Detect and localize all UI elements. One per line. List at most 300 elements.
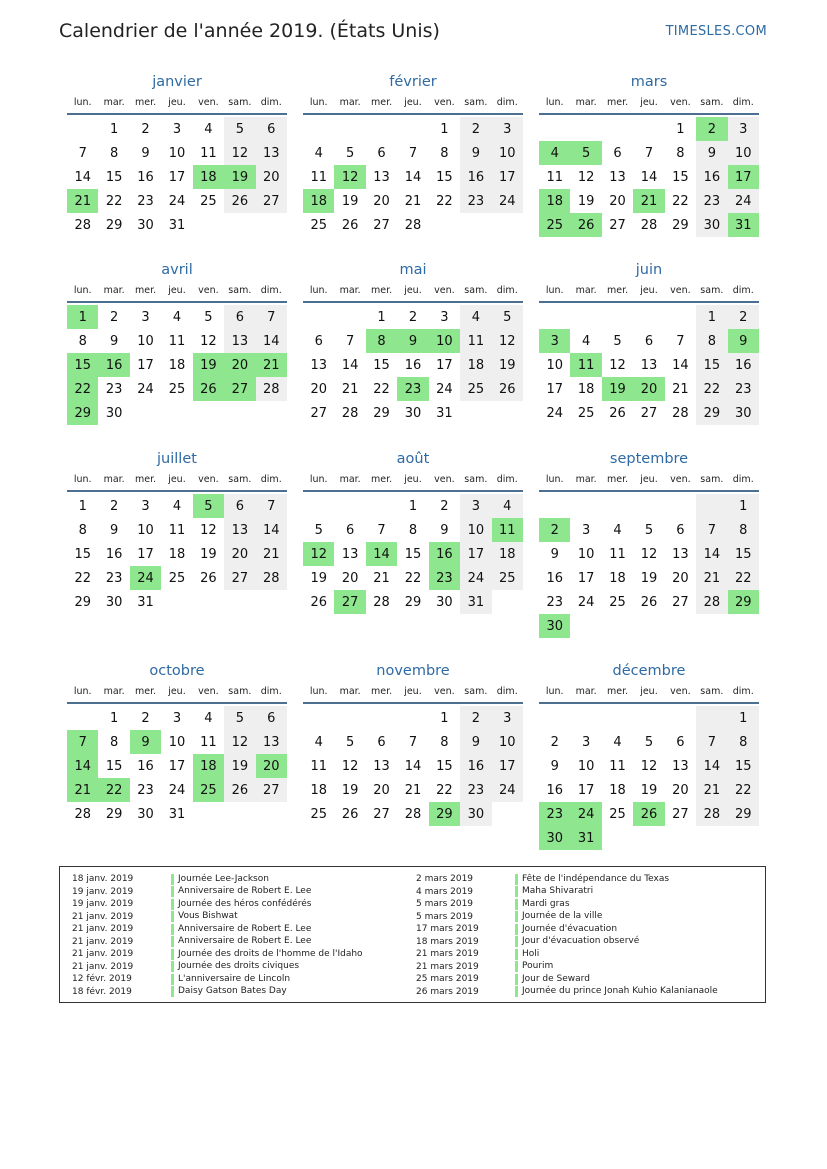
holiday-date: 19 janv. 2019 xyxy=(72,886,134,897)
day-cell: 11 xyxy=(492,518,523,542)
month-name: mai xyxy=(399,262,427,278)
empty-cell xyxy=(665,305,696,329)
day-grid xyxy=(303,117,523,237)
empty-cell xyxy=(728,614,759,638)
holiday-date: 21 janv. 2019 xyxy=(72,949,134,960)
day-cell: 30 xyxy=(105,594,123,610)
day-cell: 16 xyxy=(429,542,460,566)
weekday-label: ven. xyxy=(434,96,455,108)
day-cell: 24 xyxy=(168,782,186,798)
day-cell: 26 xyxy=(492,377,523,401)
day-cell: 6 xyxy=(256,117,287,141)
month-name: novembre xyxy=(376,663,450,679)
empty-cell xyxy=(602,117,633,141)
empty-cell xyxy=(602,826,633,850)
day-cell: 14 xyxy=(74,169,91,185)
empty-cell xyxy=(193,590,224,614)
holiday-name: Anniversaire de Robert E. Lee xyxy=(171,924,311,935)
day-cell: 5 xyxy=(224,117,255,141)
month-3 xyxy=(67,260,287,425)
day-cell: 31 xyxy=(137,594,154,610)
day-cell: 13 xyxy=(609,169,626,185)
legend-row xyxy=(404,873,718,886)
day-cell: 1 xyxy=(696,305,727,329)
holiday-name: Jour de Seward xyxy=(515,974,590,985)
day-cell: 5 xyxy=(492,305,523,329)
day-cell: 4 xyxy=(460,305,491,329)
empty-cell xyxy=(303,117,334,141)
weekday-label: mar. xyxy=(575,96,597,108)
day-grid xyxy=(67,305,287,425)
day-cell: 26 xyxy=(640,594,658,610)
page-title: Calendrier de l'année 2019. (États Unis) xyxy=(59,20,440,42)
day-cell: 7 xyxy=(377,522,386,538)
day-cell: 5 xyxy=(193,494,224,518)
day-cell: 17 xyxy=(436,357,453,373)
day-cell: 13 xyxy=(672,546,689,562)
day-cell: 14 xyxy=(404,169,422,185)
day-cell: 13 xyxy=(341,546,359,562)
empty-cell xyxy=(570,494,601,518)
legend-row xyxy=(60,948,363,961)
weekday-label: dim. xyxy=(260,685,282,697)
day-cell: 19 xyxy=(577,193,595,209)
day-cell: 17 xyxy=(168,758,186,774)
day-cell: 11 xyxy=(310,758,327,774)
day-cell: 8 xyxy=(366,329,397,353)
day-cell: 28 xyxy=(640,217,658,233)
empty-cell xyxy=(397,117,428,141)
weekday-label: mar. xyxy=(103,284,125,296)
day-cell: 7 xyxy=(696,730,727,754)
weekday-label: lun. xyxy=(545,473,564,485)
day-cell: 31 xyxy=(168,217,186,233)
empty-cell xyxy=(570,614,601,638)
day-cell: 13 xyxy=(310,357,327,373)
day-cell: 18 xyxy=(168,546,186,562)
holiday-date: 26 mars 2019 xyxy=(416,986,479,997)
day-cell: 1 xyxy=(440,710,449,726)
weekday-label: jeu. xyxy=(640,685,658,697)
day-cell: 24 xyxy=(570,802,601,826)
day-cell: 23 xyxy=(728,377,759,401)
day-cell: 19 xyxy=(602,377,633,401)
day-cell: 25 xyxy=(460,377,491,401)
month-0 xyxy=(67,72,287,237)
day-cell: 23 xyxy=(105,570,123,586)
day-cell: 31 xyxy=(728,213,759,237)
day-cell: 29 xyxy=(67,401,98,425)
day-cell: 14 xyxy=(67,754,98,778)
weekday-label: sam. xyxy=(228,96,252,108)
legend-row xyxy=(60,923,363,936)
day-cell: 13 xyxy=(224,518,255,542)
month-name: mars xyxy=(630,74,668,90)
day-cell: 21 xyxy=(633,189,664,213)
day-cell: 6 xyxy=(224,305,255,329)
empty-cell xyxy=(492,213,523,237)
day-cell: 7 xyxy=(78,145,87,161)
day-cell: 12 xyxy=(492,329,523,353)
empty-cell xyxy=(224,401,255,425)
empty-cell xyxy=(633,706,664,730)
day-cell: 11 xyxy=(200,145,217,161)
day-cell: 3 xyxy=(172,710,182,726)
day-cell: 5 xyxy=(314,522,323,538)
weekday-label: mar. xyxy=(339,284,361,296)
empty-cell xyxy=(397,706,428,730)
day-cell: 18 xyxy=(303,189,334,213)
empty-cell xyxy=(539,117,570,141)
legend-column-right xyxy=(404,873,718,998)
day-cell: 20 xyxy=(633,377,664,401)
legend-row xyxy=(60,886,363,899)
day-cell: 9 xyxy=(109,333,119,349)
weekday-label: sam. xyxy=(228,284,252,296)
day-cell: 1 xyxy=(67,305,98,329)
empty-cell xyxy=(366,117,397,141)
day-cell: 13 xyxy=(672,758,689,774)
day-cell: 17 xyxy=(577,782,595,798)
legend-row xyxy=(60,961,363,974)
day-cell: 9 xyxy=(550,758,559,774)
holiday-name: Vous Bishwat xyxy=(171,911,238,922)
day-cell: 8 xyxy=(408,522,418,538)
day-grid xyxy=(303,305,523,425)
holiday-date: 21 janv. 2019 xyxy=(72,961,134,972)
day-cell: 26 xyxy=(224,189,255,213)
day-cell: 28 xyxy=(696,590,727,614)
holiday-date: 18 janv. 2019 xyxy=(72,874,134,885)
weekday-label: ven. xyxy=(198,473,219,485)
weekday-label: mer. xyxy=(370,284,393,296)
empty-cell xyxy=(602,614,633,638)
day-cell: 9 xyxy=(460,730,491,754)
day-cell: 10 xyxy=(577,758,595,774)
day-cell: 20 xyxy=(310,381,327,397)
day-cell: 4 xyxy=(204,121,213,137)
day-cell: 29 xyxy=(404,594,422,610)
day-cell: 2 xyxy=(460,706,491,730)
holiday-name: Journée d'évacuation xyxy=(515,924,617,935)
month-10 xyxy=(303,661,523,826)
empty-cell xyxy=(224,590,255,614)
weekday-label: sam. xyxy=(464,284,488,296)
month-name: octobre xyxy=(149,663,205,679)
day-cell: 13 xyxy=(256,730,287,754)
day-cell: 1 xyxy=(676,121,685,137)
day-cell: 9 xyxy=(130,730,161,754)
empty-cell xyxy=(303,305,334,329)
weekday-label: ven. xyxy=(198,685,219,697)
weekday-label: dim. xyxy=(496,96,518,108)
day-cell: 5 xyxy=(644,734,654,750)
day-cell: 18 xyxy=(193,754,224,778)
site-link[interactable]: TIMESLES.COM xyxy=(665,24,767,39)
day-cell: 18 xyxy=(460,353,491,377)
month-8 xyxy=(539,449,759,638)
weekday-label: mer. xyxy=(134,284,157,296)
day-cell: 24 xyxy=(546,405,563,421)
day-cell: 15 xyxy=(728,754,759,778)
weekday-label: dim. xyxy=(496,284,518,296)
weekday-label: jeu. xyxy=(404,96,422,108)
day-cell: 5 xyxy=(224,706,255,730)
holiday-date: 21 mars 2019 xyxy=(416,949,479,960)
holiday-date: 18 mars 2019 xyxy=(416,936,479,947)
empty-cell xyxy=(256,213,287,237)
weekday-label: mar. xyxy=(575,473,597,485)
day-grid xyxy=(539,117,759,237)
weekday-label: sam. xyxy=(700,284,724,296)
empty-cell xyxy=(334,117,365,141)
day-cell: 22 xyxy=(696,377,727,401)
day-cell: 6 xyxy=(377,145,386,161)
day-cell: 28 xyxy=(256,377,287,401)
month-2 xyxy=(539,72,759,237)
day-cell: 26 xyxy=(341,217,359,233)
day-cell: 16 xyxy=(546,570,563,586)
empty-cell xyxy=(633,305,664,329)
empty-cell xyxy=(633,826,664,850)
day-cell: 14 xyxy=(256,518,287,542)
day-cell: 23 xyxy=(137,782,154,798)
month-7 xyxy=(303,449,523,614)
day-cell: 10 xyxy=(429,329,460,353)
day-cell: 30 xyxy=(539,614,570,638)
day-cell: 12 xyxy=(200,522,217,538)
empty-cell xyxy=(366,706,397,730)
day-cell: 25 xyxy=(310,217,327,233)
weekday-label: dim. xyxy=(260,96,282,108)
legend-column-left xyxy=(60,873,363,998)
day-cell: 24 xyxy=(492,189,523,213)
day-cell: 16 xyxy=(460,754,491,778)
day-cell: 15 xyxy=(436,169,453,185)
weekday-label: ven. xyxy=(670,96,691,108)
empty-cell xyxy=(193,213,224,237)
day-cell: 17 xyxy=(492,754,523,778)
day-cell: 8 xyxy=(109,145,119,161)
day-cell: 19 xyxy=(640,570,658,586)
empty-cell xyxy=(193,802,224,826)
legend-row xyxy=(404,911,718,924)
month-name: août xyxy=(396,451,430,467)
day-cell: 10 xyxy=(546,357,563,373)
day-cell: 8 xyxy=(696,329,727,353)
day-cell: 9 xyxy=(696,141,727,165)
day-cell: 23 xyxy=(429,566,460,590)
day-cell: 20 xyxy=(373,193,390,209)
day-cell: 23 xyxy=(696,189,727,213)
weekday-header xyxy=(539,683,759,704)
day-cell: 24 xyxy=(728,189,759,213)
day-cell: 19 xyxy=(200,546,217,562)
month-6 xyxy=(67,449,287,614)
weekday-label: mer. xyxy=(134,685,157,697)
day-cell: 31 xyxy=(168,806,186,822)
day-cell: 12 xyxy=(200,333,217,349)
day-cell: 7 xyxy=(408,145,418,161)
holiday-date: 19 janv. 2019 xyxy=(72,899,134,910)
day-cell: 27 xyxy=(310,405,327,421)
weekday-label: lun. xyxy=(545,96,564,108)
empty-cell xyxy=(366,494,397,518)
day-cell: 22 xyxy=(74,570,91,586)
day-cell: 17 xyxy=(137,357,154,373)
day-cell: 27 xyxy=(334,590,365,614)
empty-cell xyxy=(570,706,601,730)
weekday-label: mar. xyxy=(103,685,125,697)
weekday-label: sam. xyxy=(228,685,252,697)
legend-row xyxy=(60,898,363,911)
weekday-label: jeu. xyxy=(404,685,422,697)
day-cell: 10 xyxy=(168,734,186,750)
weekday-label: ven. xyxy=(198,96,219,108)
day-cell: 8 xyxy=(728,518,759,542)
day-cell: 2 xyxy=(460,117,491,141)
weekday-header xyxy=(67,471,287,492)
day-cell: 7 xyxy=(408,734,418,750)
weekday-label: dim. xyxy=(732,96,754,108)
day-cell: 10 xyxy=(492,141,523,165)
weekday-label: jeu. xyxy=(640,473,658,485)
empty-cell xyxy=(303,706,334,730)
legend-row xyxy=(60,973,363,986)
day-cell: 4 xyxy=(492,494,523,518)
day-cell: 10 xyxy=(137,522,154,538)
empty-cell xyxy=(224,802,255,826)
weekday-label: mar. xyxy=(339,685,361,697)
day-cell: 26 xyxy=(609,405,626,421)
day-cell: 17 xyxy=(577,570,595,586)
day-cell: 5 xyxy=(613,333,622,349)
day-cell: 8 xyxy=(78,522,87,538)
legend-row xyxy=(60,936,363,949)
day-cell: 1 xyxy=(408,498,418,514)
empty-cell xyxy=(256,590,287,614)
weekday-label: lun. xyxy=(545,284,564,296)
weekday-label: lun. xyxy=(309,284,328,296)
day-cell: 29 xyxy=(696,401,727,425)
day-cell: 30 xyxy=(105,405,123,421)
weekday-label: lun. xyxy=(73,473,92,485)
weekday-label: lun. xyxy=(309,96,328,108)
weekday-label: sam. xyxy=(464,473,488,485)
empty-cell xyxy=(539,706,570,730)
day-cell: 25 xyxy=(168,381,186,397)
day-cell: 27 xyxy=(224,566,255,590)
holiday-date: 21 janv. 2019 xyxy=(72,936,134,947)
day-cell: 24 xyxy=(460,566,491,590)
weekday-label: lun. xyxy=(309,473,328,485)
day-cell: 18 xyxy=(310,782,327,798)
weekday-header xyxy=(67,94,287,115)
day-cell: 2 xyxy=(109,498,119,514)
day-cell: 24 xyxy=(137,381,154,397)
weekday-label: mar. xyxy=(103,96,125,108)
day-cell: 25 xyxy=(193,778,224,802)
day-cell: 16 xyxy=(105,546,123,562)
day-cell: 11 xyxy=(609,546,626,562)
day-cell: 3 xyxy=(581,522,591,538)
day-cell: 16 xyxy=(137,758,154,774)
day-cell: 27 xyxy=(256,778,287,802)
day-cell: 3 xyxy=(728,117,759,141)
day-cell: 6 xyxy=(644,333,654,349)
weekday-label: jeu. xyxy=(168,96,186,108)
holiday-name: Holi xyxy=(515,949,539,960)
weekday-label: ven. xyxy=(670,284,691,296)
day-cell: 25 xyxy=(609,806,626,822)
month-5 xyxy=(539,260,759,425)
day-cell: 8 xyxy=(109,734,119,750)
day-grid xyxy=(539,305,759,425)
day-cell: 15 xyxy=(672,169,689,185)
day-cell: 20 xyxy=(609,193,626,209)
day-grid xyxy=(67,494,287,614)
day-cell: 10 xyxy=(137,333,154,349)
day-cell: 23 xyxy=(137,193,154,209)
day-cell: 11 xyxy=(609,758,626,774)
weekday-label: ven. xyxy=(670,473,691,485)
day-cell: 3 xyxy=(539,329,570,353)
weekday-label: jeu. xyxy=(640,96,658,108)
month-name: février xyxy=(389,74,437,90)
day-cell: 22 xyxy=(672,193,689,209)
empty-cell xyxy=(161,401,192,425)
day-cell: 19 xyxy=(224,165,255,189)
day-cell: 17 xyxy=(460,542,491,566)
holiday-date: 17 mars 2019 xyxy=(416,924,479,935)
day-cell: 9 xyxy=(397,329,428,353)
day-cell: 18 xyxy=(193,165,224,189)
empty-cell xyxy=(696,494,727,518)
empty-cell xyxy=(130,401,161,425)
weekday-header xyxy=(67,282,287,303)
month-11 xyxy=(539,661,759,850)
day-cell: 17 xyxy=(546,381,563,397)
weekday-label: sam. xyxy=(700,473,724,485)
day-cell: 22 xyxy=(404,570,422,586)
holiday-name: Journée des héros confédérés xyxy=(171,899,312,910)
day-cell: 30 xyxy=(137,217,154,233)
day-cell: 20 xyxy=(224,542,255,566)
day-cell: 15 xyxy=(67,353,98,377)
day-cell: 26 xyxy=(224,778,255,802)
day-cell: 18 xyxy=(492,542,523,566)
day-cell: 2 xyxy=(550,734,559,750)
legend-row xyxy=(60,873,363,886)
day-cell: 11 xyxy=(200,734,217,750)
weekday-label: dim. xyxy=(732,685,754,697)
empty-cell xyxy=(602,494,633,518)
day-cell: 27 xyxy=(672,594,689,610)
day-cell: 25 xyxy=(609,594,626,610)
day-cell: 26 xyxy=(633,802,664,826)
day-cell: 22 xyxy=(436,782,453,798)
weekday-label: mer. xyxy=(370,96,393,108)
empty-cell xyxy=(665,826,696,850)
day-cell: 1 xyxy=(78,498,87,514)
day-cell: 1 xyxy=(109,121,119,137)
day-cell: 6 xyxy=(224,494,255,518)
day-cell: 14 xyxy=(366,542,397,566)
day-cell: 28 xyxy=(672,405,689,421)
day-cell: 20 xyxy=(256,754,287,778)
holiday-name: Daisy Gatson Bates Day xyxy=(171,986,287,997)
day-cell: 12 xyxy=(224,141,255,165)
